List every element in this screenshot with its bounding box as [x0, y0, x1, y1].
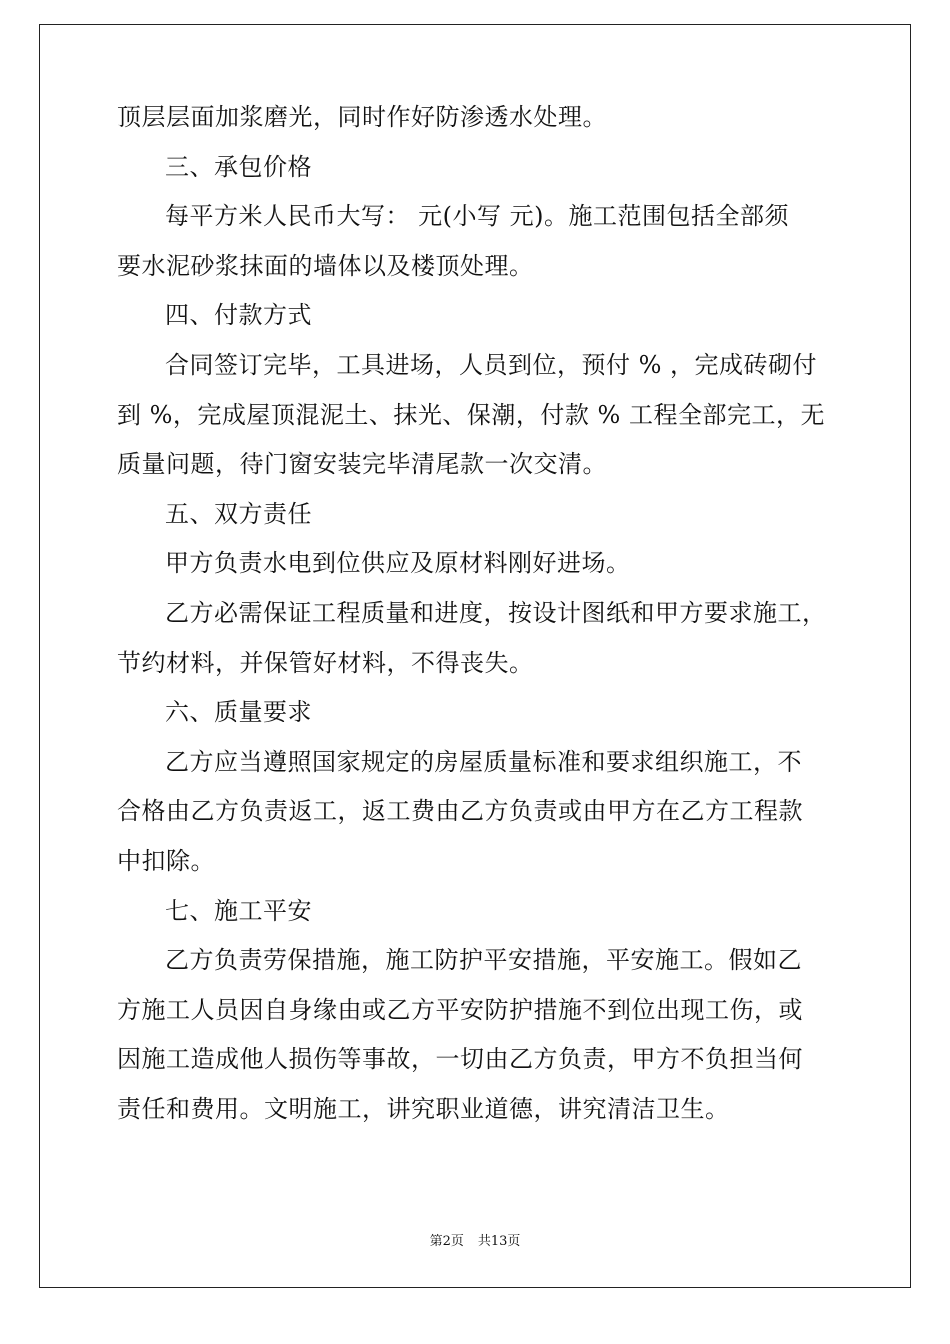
text-line: 中扣除。: [117, 846, 215, 875]
text-line: 方施工人员因自身缘由或乙方平安防护措施不到位出现工伤，或: [117, 995, 803, 1024]
text-line: 乙方负责劳保措施，施工防护平安措施，平安施工。假如乙: [165, 946, 802, 975]
text-line: 到 %，完成屋顶混泥土、抹光、保潮，付款 % 工程全部完工，无: [117, 400, 825, 429]
text-line: 责任和费用。文明施工，讲究职业道德，讲究清洁卫生。: [117, 1094, 730, 1123]
text-line: 要水泥砂浆抹面的墙体以及楼顶处理。: [117, 251, 534, 280]
section-heading-price: 三、承包价格: [165, 152, 312, 181]
document-body: [117, 93, 837, 1134]
text-line: 质量问题，待门窗安装完毕清尾款一次交清。: [117, 450, 607, 479]
text-line: 每平方米人民币大写： 元(小写 元)。施工范围包括全部须: [165, 202, 789, 231]
text-line: 节约材料，并保管好材料，不得丧失。: [117, 648, 534, 677]
section-heading-responsibilities: 五、双方责任: [165, 499, 312, 528]
page-number: 第2页: [429, 1234, 464, 1249]
section-heading-payment: 四、付款方式: [165, 301, 312, 330]
section-heading-quality: 六、质量要求: [165, 698, 312, 727]
page-footer: [0, 1233, 950, 1251]
text-line: 顶层层面加浆磨光，同时作好防渗透水处理。: [117, 103, 607, 131]
text-line: 合同签订完毕，工具进场，人员到位，预付 % ，完成砖砌付: [165, 350, 818, 379]
text-line: 乙方应当遵照国家规定的房屋质量标准和要求组织施工，不: [165, 747, 802, 776]
text-line: 乙方必需保证工程质量和进度，按设计图纸和甲方要求施工，: [165, 598, 827, 627]
text-line: 合格由乙方负责返工，返工费由乙方负责或由甲方在乙方工程款: [117, 797, 803, 826]
text-line: 甲方负责水电到位供应及原材料刚好进场。: [165, 549, 631, 578]
text-line: 因施工造成他人损伤等事故，一切由乙方负责，甲方不负担当何: [117, 1045, 803, 1074]
page-total: 共13页: [477, 1234, 521, 1249]
section-heading-safety: 七、施工平安: [165, 896, 312, 925]
